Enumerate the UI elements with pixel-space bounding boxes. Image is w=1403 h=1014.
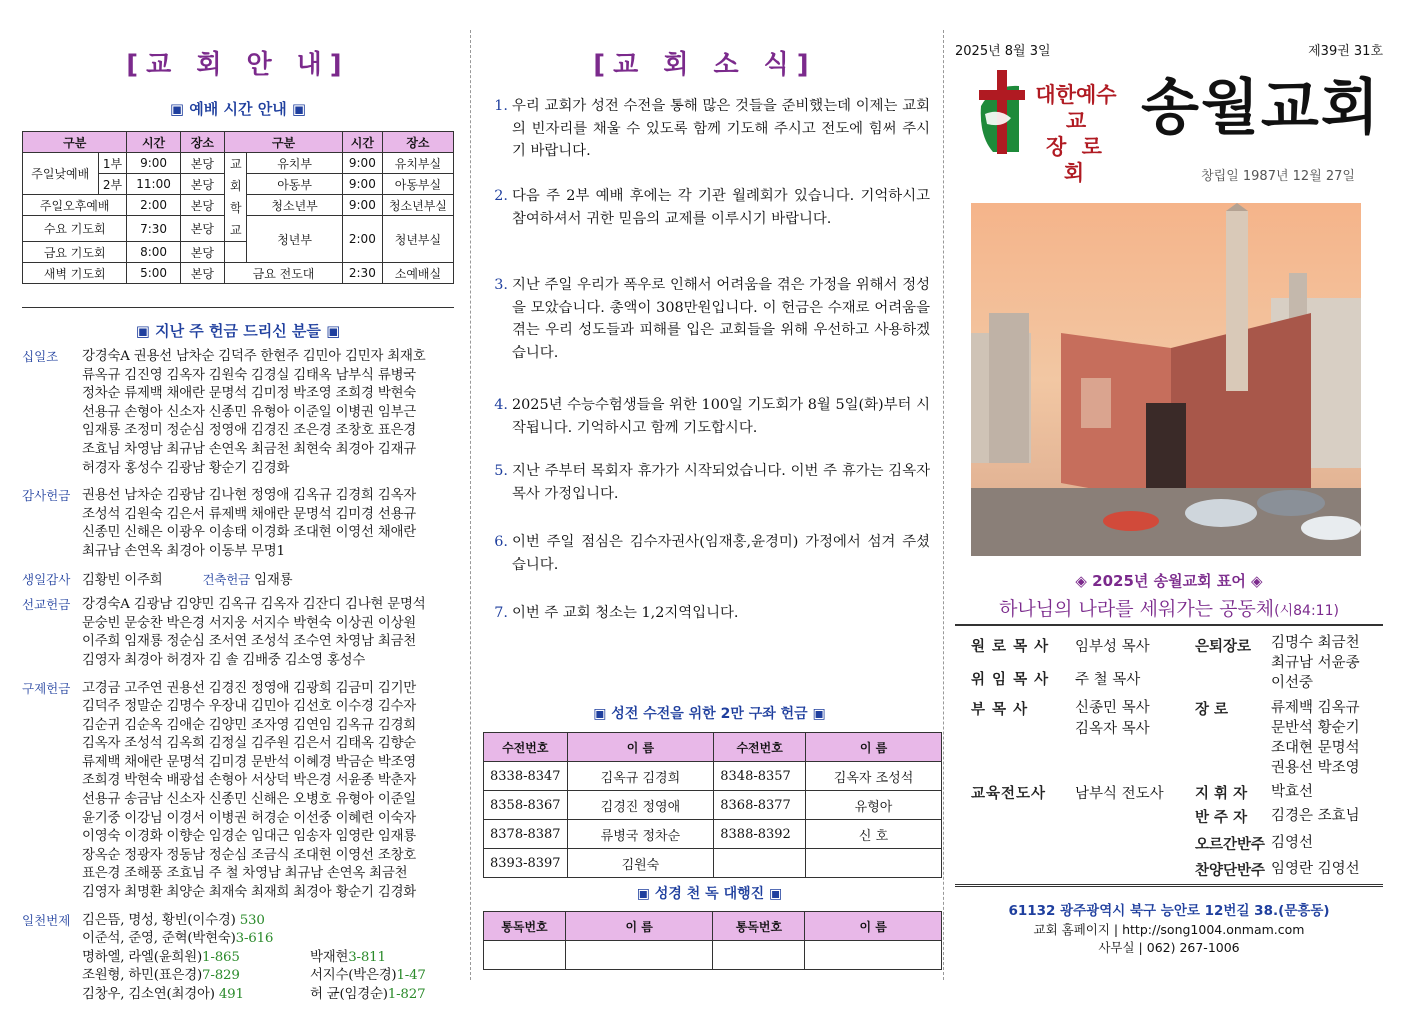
- col-header: 통독번호: [713, 912, 805, 941]
- news-text: 이번 주 교회 청소는 1,2지역입니다.: [512, 605, 739, 621]
- staff-role: 장 로: [1195, 701, 1229, 718]
- offering-names: [82, 571, 454, 591]
- fund-names: 김원숙: [567, 849, 714, 878]
- col-header: 장소: [382, 132, 453, 153]
- monthly-names: 서지수(박은경): [310, 968, 397, 984]
- monthly-names: 김은뜸, 명성, 황빈(이수경): [82, 912, 236, 928]
- service-name: 금요 기도회: [23, 242, 127, 263]
- staff-name: 김명수 최금천 최규남 서윤종 이선중: [1271, 635, 1360, 691]
- col-header: 이 름: [806, 733, 942, 762]
- staff-name: 남부식 전도사: [1075, 786, 1164, 802]
- fund-names: [806, 849, 942, 878]
- news-number: 1.: [494, 98, 508, 114]
- offering-label: 일천번제: [22, 912, 71, 928]
- news-item: [480, 531, 930, 576]
- col-header: 이 름: [567, 733, 714, 762]
- service-time: 9:00: [342, 153, 382, 174]
- fund-names: 김경진 정영애: [567, 791, 714, 820]
- church-news-column: [480, 0, 930, 992]
- monthly-count: 1-827: [387, 987, 426, 1002]
- staff-name: 임영란 김영선: [1271, 861, 1360, 877]
- church-address: 61132 광주광역시 북구 능안로 12번길 38.(문흥동): [1008, 903, 1330, 919]
- staff-name: 임부성 목사: [1075, 639, 1150, 655]
- news-number: 2.: [494, 188, 508, 204]
- bulletin-date: 2025년 8월 3일: [955, 44, 1051, 59]
- monthly-names: 조원형, 하민(표은경): [82, 968, 203, 984]
- monthly-list: [82, 912, 454, 1005]
- service-time: 2:00: [342, 216, 382, 263]
- motto-reference: (시84:11): [1274, 603, 1339, 619]
- service-time: 11:00: [127, 174, 180, 195]
- church-info-column: [22, 0, 454, 1002]
- staff-name: 김경은 조효님: [1271, 808, 1360, 824]
- offering-group: [22, 487, 454, 561]
- news-number: 3.: [494, 277, 508, 293]
- fund-number: 8368-8377: [714, 791, 806, 820]
- service-name: 청년부: [247, 216, 343, 263]
- service-name: 주일오후예배: [23, 195, 127, 216]
- service-times-table: [22, 131, 454, 284]
- service-time: 8:00: [127, 242, 180, 263]
- monthly-count: 1-865: [202, 949, 240, 965]
- service-name: 새벽 기도회: [23, 263, 127, 284]
- staff-role: 반 주 자: [1195, 809, 1248, 826]
- bible-reading-table: [483, 911, 942, 970]
- service-place: 아동부실: [382, 174, 453, 195]
- offering-label: 생일감사: [22, 571, 71, 587]
- news-item: [480, 185, 930, 230]
- fund-number: [714, 849, 806, 878]
- section-divider: [955, 884, 1383, 887]
- news-item: [480, 460, 930, 505]
- denomination-line: 장 로 회: [1046, 135, 1106, 185]
- offering-label: 구제헌금: [22, 680, 71, 696]
- monthly-count: 1-47: [396, 968, 426, 984]
- bulletin-cover-column: [955, 0, 1383, 992]
- table-row: [484, 941, 942, 970]
- birthday-names: 김황빈 이주희: [82, 572, 163, 588]
- monthly-count: 3-811: [348, 949, 386, 965]
- monthly-count: 530: [239, 912, 265, 928]
- monthly-names: 이준석, 준영, 준혁(박현숙): [82, 931, 236, 947]
- offering-group: [22, 348, 454, 478]
- service-place: 본당: [180, 174, 224, 195]
- monthly-count: 7-829: [202, 968, 240, 984]
- motto-text: 하나님의 나라를 세워가는 공동체: [999, 598, 1275, 620]
- staff-name: 신종민 목사 김옥자 목사: [1075, 700, 1150, 737]
- offering-names: 고경금 고주연 권용선 김경진 정영애 김광희 김금미 김기만 김덕주 정말순 김명수 우장내 김민아 김선호 이수경 김수자 김순귀 김순옥 김애순 김양민 조자영 김연임 김옥규 김경희 김옥자 조성석 김옥희 김정실 김주원 김은서 김태옥 김향순 류제백 채애란 문명석 김미경 문반석 이혜경 박금순 박조영 조희경 박현숙 배광섭 손형아 서상덕 박은경 서윤종 박춘자 선용규 송금남 신소자 신종민 신해은 오병호 유형아 이준일 윤기중 이강님 이경서 이병권 허경순 이선중 이혜련 이숙자 이영숙 이경화 이향순 임경순 임대근 임송자 임영란 임재룡 장옥순 정광자 정동남 정순심 조금식 조대현 이영선 조창호 표은경 조해풍 조효님 주 철 차영남 최규남 손연옥 최금천 김영자 최명환 최양순 최재숙 최재희 최경아 황순기 김경화: [82, 680, 417, 901]
- service-place: 본당: [180, 195, 224, 216]
- fund-number: 8348-8357: [714, 762, 806, 791]
- monthly-names: 명하엘, 라엘(윤희원): [82, 949, 203, 965]
- offering-label: 선교헌금: [22, 597, 71, 613]
- offering-label: 십일조: [22, 349, 59, 364]
- church-motto: [955, 594, 1383, 621]
- news-number: 4.: [494, 397, 508, 413]
- col-header: 이 름: [805, 912, 942, 941]
- service-time: 9:00: [342, 195, 382, 216]
- offering-heading: ▣ 지난 주 헌금 드리신 분들 ▣: [135, 322, 341, 340]
- service-place: 본당: [180, 242, 224, 263]
- staff-name: 류제백 김옥규 문반석 황순기 조대현 문명석 권용선 박조영: [1271, 700, 1360, 776]
- service-name: 청소년부: [247, 195, 343, 216]
- news-item: [480, 274, 930, 364]
- fund-names: 신 호: [806, 820, 942, 849]
- staff-role: 원 로 목 사: [971, 638, 1050, 655]
- church-name: 송월교회: [1141, 73, 1381, 143]
- service-time: 9:00: [342, 174, 382, 195]
- service-name: 주일낮예배: [23, 153, 99, 195]
- fund-table: [483, 732, 942, 878]
- fund-names: 유형아: [806, 791, 942, 820]
- news-item: [480, 394, 930, 439]
- monthly-count: 3-616: [235, 931, 274, 947]
- school-label: 교회학교: [225, 153, 247, 242]
- service-name: 아동부: [247, 174, 343, 195]
- service-place: 청소년부실: [382, 195, 453, 216]
- motto-heading: ◈ 2025년 송월교회 표어 ◈: [1075, 572, 1263, 590]
- service-time: 5:00: [127, 263, 180, 284]
- offering-names: 강경숙A 권용선 남차순 김덕주 한현주 김민아 김민자 최재호 류옥규 김진영 김옥자 김원숙 김경실 김태옥 남부식 류병국 정차순 류제백 채애란 문명석 김미정 박조영 조희경 박현숙 선용규 손형아 신소자 신종민 유형아 이준일 이병권 임부근 임재룡 조정미 정순심 정영애 김경진 조은경 조창호 표은경 조효님 차영남 최규남 손연옥 최금천 최현숙 최경아 김재규 허경자 홍성수 김광남 황순기 김경화: [82, 349, 426, 476]
- monthly-count: 491: [218, 987, 244, 1002]
- table-row: [484, 849, 942, 878]
- service-name: 금요 전도대: [225, 263, 343, 284]
- service-place: 청년부실: [382, 216, 453, 263]
- service-place: 소예배실: [382, 263, 453, 284]
- bulletin-issue: 제39권 31호: [1308, 44, 1383, 59]
- service-part: 2부: [98, 174, 127, 195]
- monthly-names: 박재현: [310, 949, 349, 965]
- fund-names: 김옥규 김경희: [567, 762, 714, 791]
- fund-heading: ▣ 성전 수전을 위한 2만 구좌 헌금 ▣: [593, 706, 826, 722]
- col-header: 수전번호: [484, 733, 568, 762]
- building-names: 임재룡: [254, 572, 293, 588]
- cross-logo-icon: [973, 66, 1031, 156]
- staff-name: 주 철 목사: [1075, 672, 1141, 688]
- denomination-line: 대한예수교: [1035, 83, 1117, 133]
- section-divider: [955, 624, 1383, 626]
- offering-group: [22, 680, 454, 903]
- staff-role: 은퇴장로: [1195, 638, 1252, 655]
- staff-role: 오르간반주: [1195, 836, 1266, 853]
- news-text: 이번 주일 점심은 김수자권사(임재홍,윤경미) 가정에서 섬겨 주셨습니다.: [512, 534, 930, 573]
- col-header: 수전번호: [714, 733, 806, 762]
- staff-role: 지 휘 자: [1195, 785, 1248, 802]
- service-place: 본당: [180, 216, 224, 242]
- service-name: 수요 기도회: [23, 216, 127, 242]
- col-header: 통독번호: [484, 912, 566, 941]
- table-row: [484, 762, 942, 791]
- col-header: 장소: [180, 132, 224, 153]
- church-homepage: 교회 홈페이지 | http://song1004.onmam.com: [1033, 922, 1305, 937]
- staff-role: 찬양단반주: [1195, 862, 1266, 879]
- founded-date: 창립일 1987년 12월 27일: [1201, 169, 1355, 184]
- offering-names: 권용선 남차순 김광남 김나현 정영애 김옥규 김경희 김옥자 조성석 김원숙 김은서 류제백 채애란 문명석 김미경 선용규 신종민 신해은 이광우 이송태 이경화 조대현 이영선 채애란 최규남 손연옥 최경아 이동부 무명1: [82, 488, 417, 559]
- news-number: 5.: [494, 463, 508, 479]
- service-time: 2:00: [127, 195, 180, 216]
- col-header: 구분: [225, 132, 343, 153]
- fund-number: 8378-8387: [484, 820, 568, 849]
- news-text: 2025년 수능수험생들을 위한 100일 기도회가 8월 5일(화)부터 시작됩니다. 기억하시고 함께 기도합시다.: [512, 397, 930, 436]
- staff-role: 부 목 사: [971, 701, 1029, 718]
- news-number: 7.: [494, 605, 508, 621]
- church-logo: [973, 66, 1031, 156]
- section-divider: [22, 307, 454, 308]
- col-header: 구분: [23, 132, 127, 153]
- church-info-title: [교 회 안 내]: [126, 50, 350, 80]
- offering-list: [22, 348, 454, 1014]
- news-text: 다음 주 2부 예배 후에는 각 기관 월례회가 있습니다. 기억하시고 참여하셔서 귀한 믿음의 교제를 이루시기 바랍니다.: [512, 188, 930, 227]
- church-building-photo: [971, 203, 1361, 556]
- service-place: 유치부실: [382, 153, 453, 174]
- service-time: 7:30: [127, 216, 180, 242]
- fund-number: 8388-8392: [714, 820, 806, 849]
- news-text: 지난 주부터 목회자 휴가가 시작되었습니다. 이번 주 휴가는 김옥자 목사 가정입니다.: [512, 463, 930, 502]
- service-place: 본당: [180, 263, 224, 284]
- fund-names: 김옥자 조성석: [806, 762, 942, 791]
- news-number: 6.: [494, 534, 508, 550]
- monthly-names: 허 균(임경순): [310, 987, 388, 1002]
- service-place: 본당: [180, 153, 224, 174]
- column-divider: [470, 30, 471, 980]
- fund-names: 류병국 정차순: [567, 820, 714, 849]
- news-text: 우리 교회가 성전 수전을 통해 많은 것들을 준비했는데 이제는 교회의 빈자리를 채울 수 있도록 함께 기도해 주시고 전도에 힘써 주시기 바랍니다.: [512, 98, 930, 159]
- service-time: 9:00: [127, 153, 180, 174]
- table-row: [484, 791, 942, 820]
- news-text: 지난 주일 우리가 폭우로 인해서 어려움을 겪은 가정을 위해서 정성을 모았습니다. 총액이 308만원입니다. 이 헌금은 수재로 어려움을 겪는 우리 성도들과 피해를 입은 교회들을 위해 우선하고 사용하겠습니다.: [512, 277, 930, 361]
- service-name: 유치부: [247, 153, 343, 174]
- fund-number: 8393-8397: [484, 849, 568, 878]
- staff-name: 박효선: [1271, 784, 1314, 800]
- monthly-names: 김창우, 김소연(최경아): [82, 987, 215, 1002]
- col-header: 이 름: [565, 912, 713, 941]
- column-divider: [943, 30, 944, 980]
- service-times-heading: ▣ 예배 시간 안내 ▣: [169, 100, 307, 118]
- news-item: [480, 602, 930, 625]
- staff-role: 위 임 목 사: [971, 671, 1050, 688]
- offering-group: [22, 596, 454, 670]
- col-header: 시간: [127, 132, 180, 153]
- offering-group: [22, 571, 454, 591]
- service-time: 2:30: [342, 263, 382, 284]
- service-part: 1부: [98, 153, 127, 174]
- denomination: [1031, 82, 1121, 186]
- table-row: [484, 820, 942, 849]
- staff-name: 김영선: [1271, 835, 1314, 851]
- staff-role: 교육전도사: [971, 785, 1047, 802]
- bible-reading-heading: ▣ 성경 천 독 대행진 ▣: [636, 886, 783, 902]
- news-item: [480, 95, 930, 163]
- church-office-phone: 사무실 | 062) 267-1006: [1098, 940, 1240, 955]
- offering-label: 감사헌금: [22, 488, 71, 504]
- offering-names: 강경숙A 김광남 김양민 김옥규 김옥자 김잔디 김나현 문명석 문숭빈 문숭찬 박은경 서지웅 서지수 박현숙 이상권 이상원 이주희 임재룡 정순심 조서연 조성석 조수연 차영남 최금천 김영자 최경아 허경자 김 솔 김배중 김소영 홍성수: [82, 597, 426, 668]
- fund-number: 8338-8347: [484, 762, 568, 791]
- offering-group: [22, 912, 454, 1005]
- offering-label: 건축헌금: [202, 571, 251, 587]
- col-header: 시간: [342, 132, 382, 153]
- church-news-title: [교 회 소 식]: [593, 50, 817, 80]
- fund-number: 8358-8367: [484, 791, 568, 820]
